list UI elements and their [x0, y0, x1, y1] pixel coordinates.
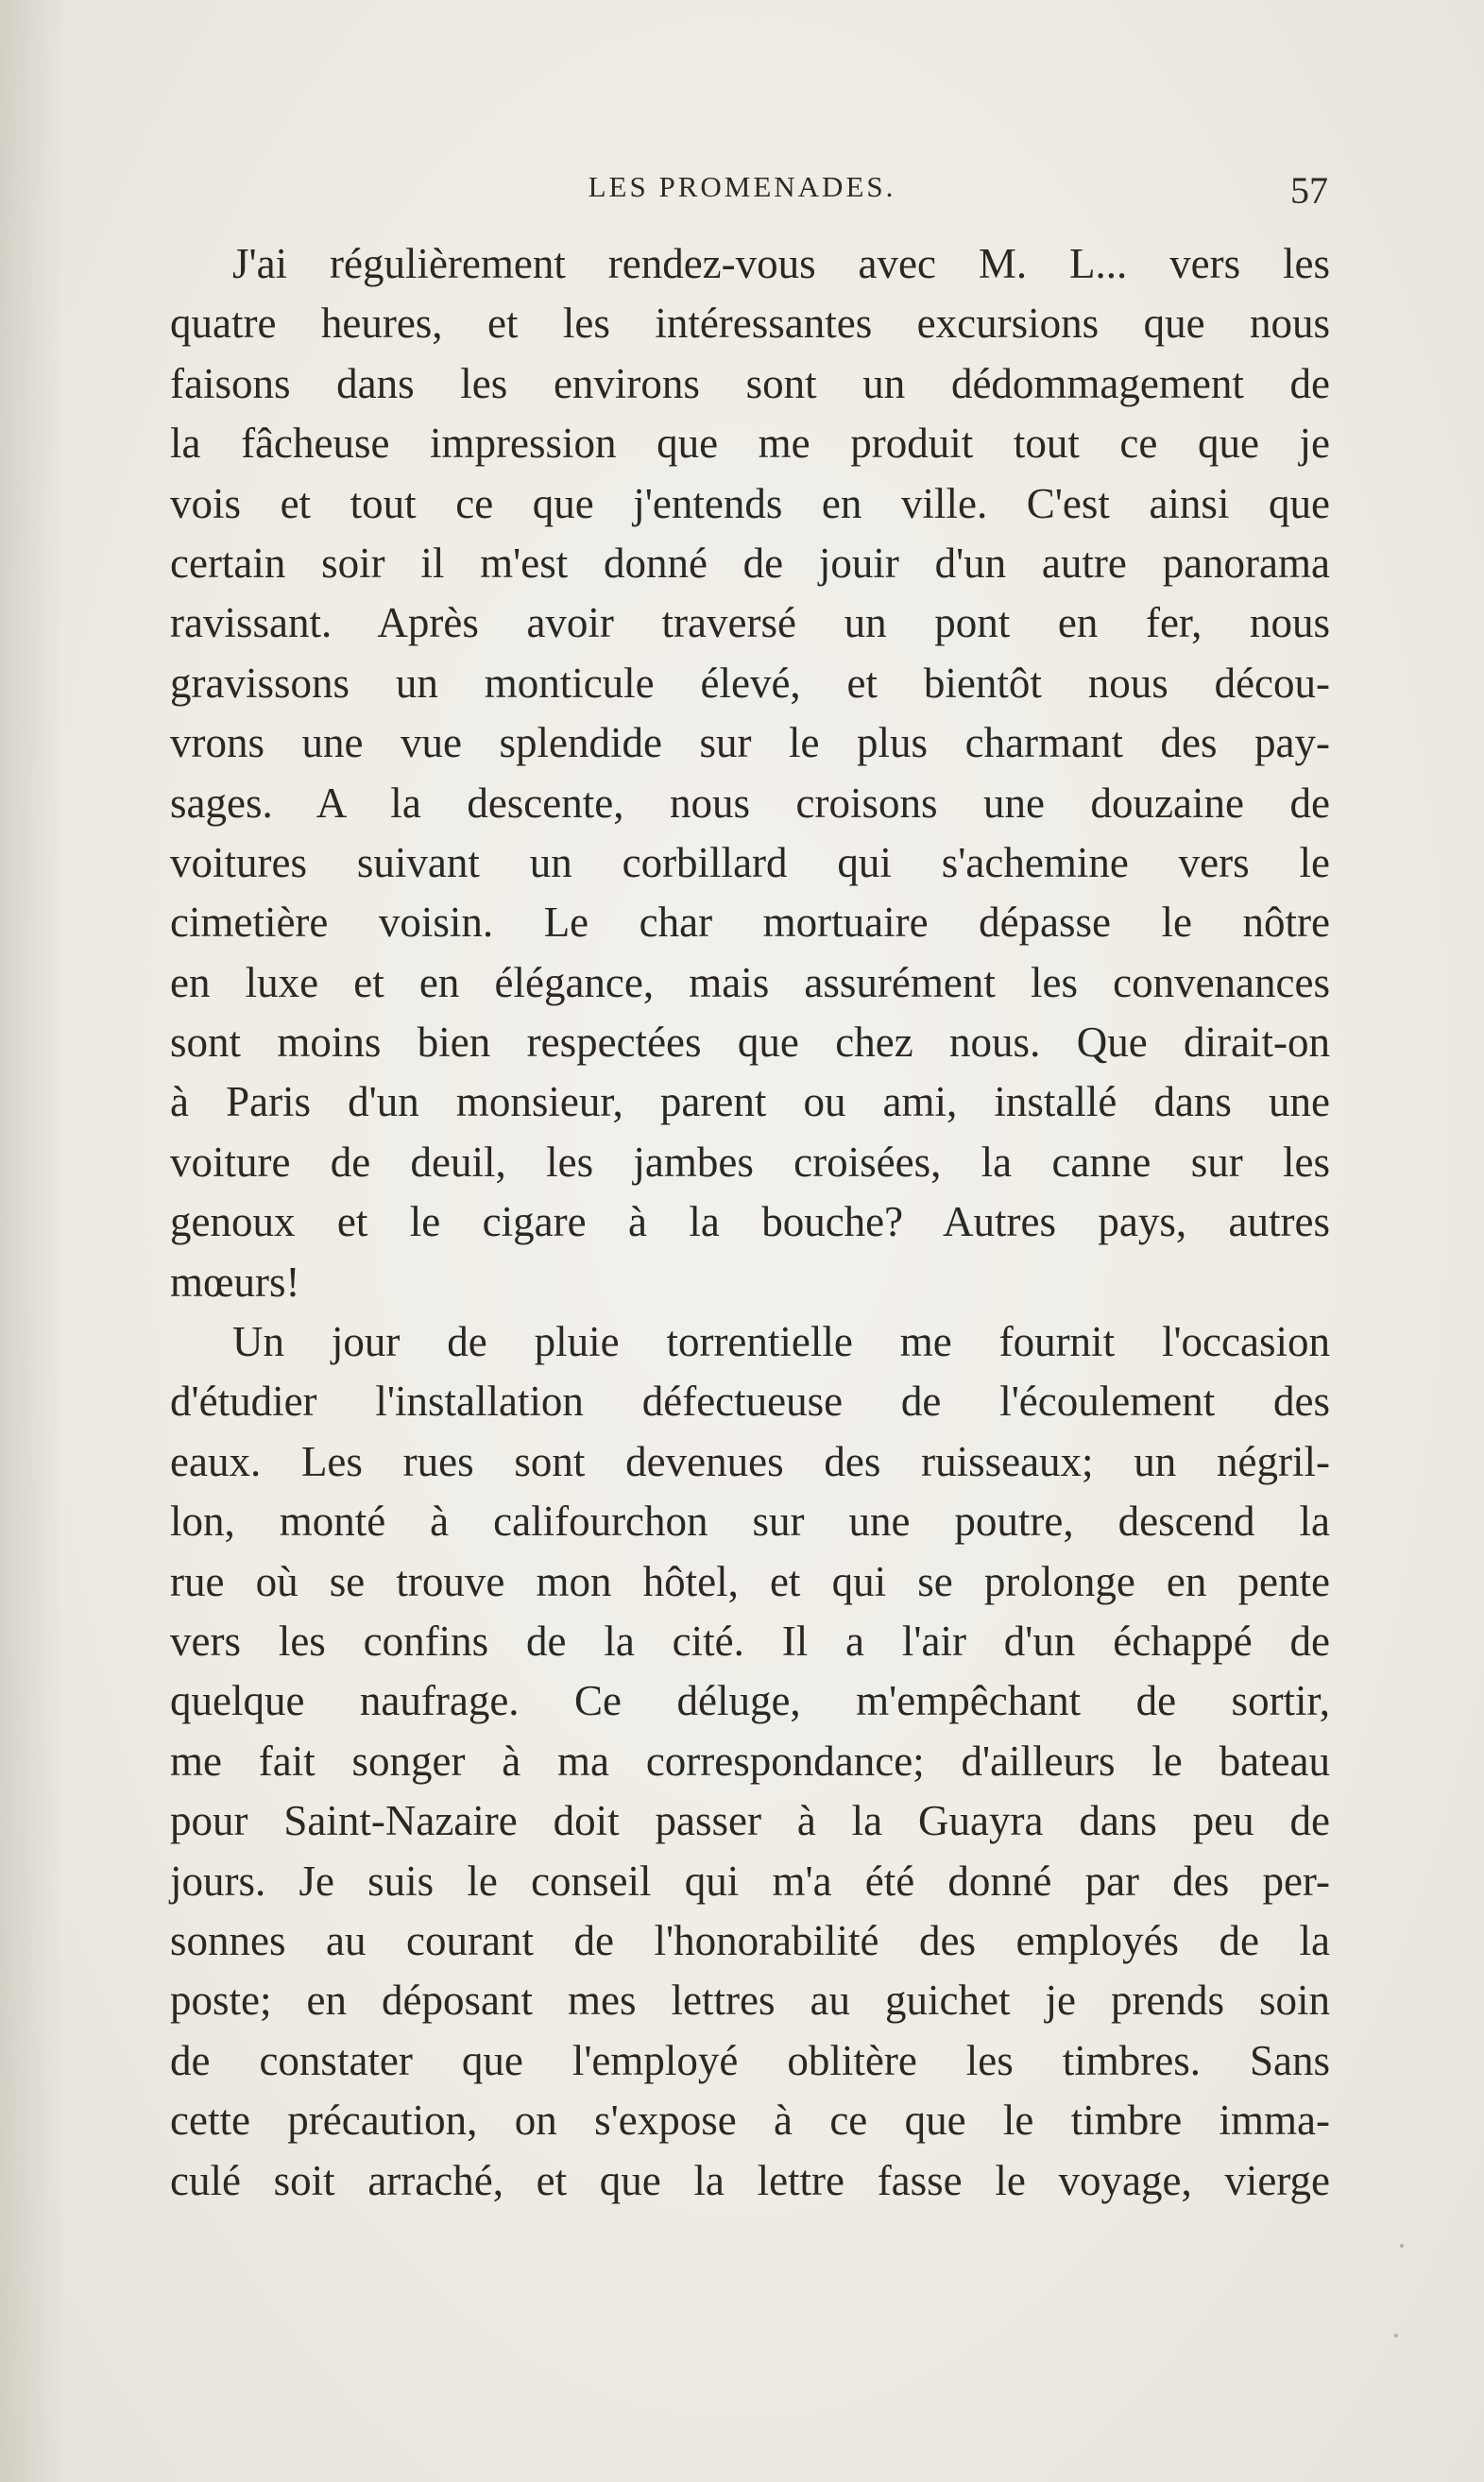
text-line: certain soir il m'est donné de jouir d'un autre panorama	[170, 539, 1330, 587]
text-line: sages. A la descente, nous croisons une douzaine de	[170, 779, 1330, 827]
text-line: la fâcheuse impression que me produit tout ce que je	[170, 419, 1330, 468]
text-line: me fait songer à ma correspondance; d'ailleurs le bateau	[170, 1737, 1330, 1785]
text-line: cette précaution, on s'expose à ce que le timbre imma-	[170, 2097, 1330, 2145]
page-number: 57	[1290, 169, 1328, 212]
text-line: vois et tout ce que j'entends en ville. C'est ainsi que	[170, 479, 1330, 527]
text-line: quatre heures, et les intéressantes excursions que nous	[170, 300, 1330, 348]
text-line: en luxe et en élégance, mais assurément les convenances	[170, 958, 1330, 1006]
text-line: ravissant. Après avoir traversé un pont en fer, nous	[170, 599, 1330, 647]
text-line: pour Saint-Nazaire doit passer à la Guayra dans peu de	[170, 1797, 1330, 1845]
running-title: LES PROMENADES.	[588, 170, 896, 203]
text-line: genoux et le cigare à la bouche? Autres pays, autres	[170, 1198, 1330, 1246]
text-line: faisons dans les environs sont un dédommagement de	[170, 359, 1330, 407]
text-line: Un jour de pluie torrentielle me fournit l'occasion	[232, 1318, 1330, 1366]
paper-speck	[1394, 2334, 1398, 2337]
text-line: eaux. Les rues sont devenues des ruisseaux; un négril-	[170, 1437, 1330, 1485]
page-header	[0, 163, 1484, 219]
text-line: lon, monté à califourchon sur une poutre, descend la	[170, 1498, 1330, 1546]
text-line: sont moins bien respectées que chez nous. Que dirait-on	[170, 1018, 1330, 1067]
text-line: J'ai régulièrement rendez-vous avec M. L... vers les	[232, 240, 1330, 287]
text-line: poste; en déposant mes lettres au guichet je prends soin	[170, 1977, 1330, 2025]
text-line: voiture de deuil, les jambes croisées, la canne sur les	[170, 1138, 1330, 1186]
text-line: vers les confins de la cité. Il a l'air d'un échappé de	[170, 1617, 1330, 1665]
text-line: culé soit arraché, et que la lettre fasse le voyage, vierge	[170, 2156, 1330, 2204]
body-text	[170, 234, 1330, 2211]
text-line: vrons une vue splendide sur le plus charmant des pay-	[170, 719, 1330, 767]
text-line: mœurs!	[170, 1258, 300, 1306]
text-line: gravissons un monticule élevé, et bientôt nous décou-	[170, 659, 1330, 707]
text-line: voitures suivant un corbillard qui s'achemine vers le	[170, 838, 1330, 886]
text-line: de constater que l'employé oblitère les timbres. Sans	[170, 2036, 1330, 2084]
text-line: cimetière voisin. Le char mortuaire dépasse le nôtre	[170, 899, 1330, 947]
text-line: d'étudier l'installation défectueuse de l'écoulement des	[170, 1378, 1330, 1426]
text-line: rue où se trouve mon hôtel, et qui se prolonge en pente	[170, 1557, 1330, 1605]
spine-shadow	[0, 0, 66, 2482]
text-line: jours. Je suis le conseil qui m'a été donné par des per-	[170, 1857, 1330, 1905]
text-line: sonnes au courant de l'honorabilité des employés de la	[170, 1916, 1330, 1964]
text-line: quelque naufrage. Ce déluge, m'empêchant de sortir,	[170, 1677, 1330, 1725]
text-line: à Paris d'un monsieur, parent ou ami, installé dans une	[170, 1078, 1330, 1126]
paper-speck	[1400, 2244, 1404, 2248]
